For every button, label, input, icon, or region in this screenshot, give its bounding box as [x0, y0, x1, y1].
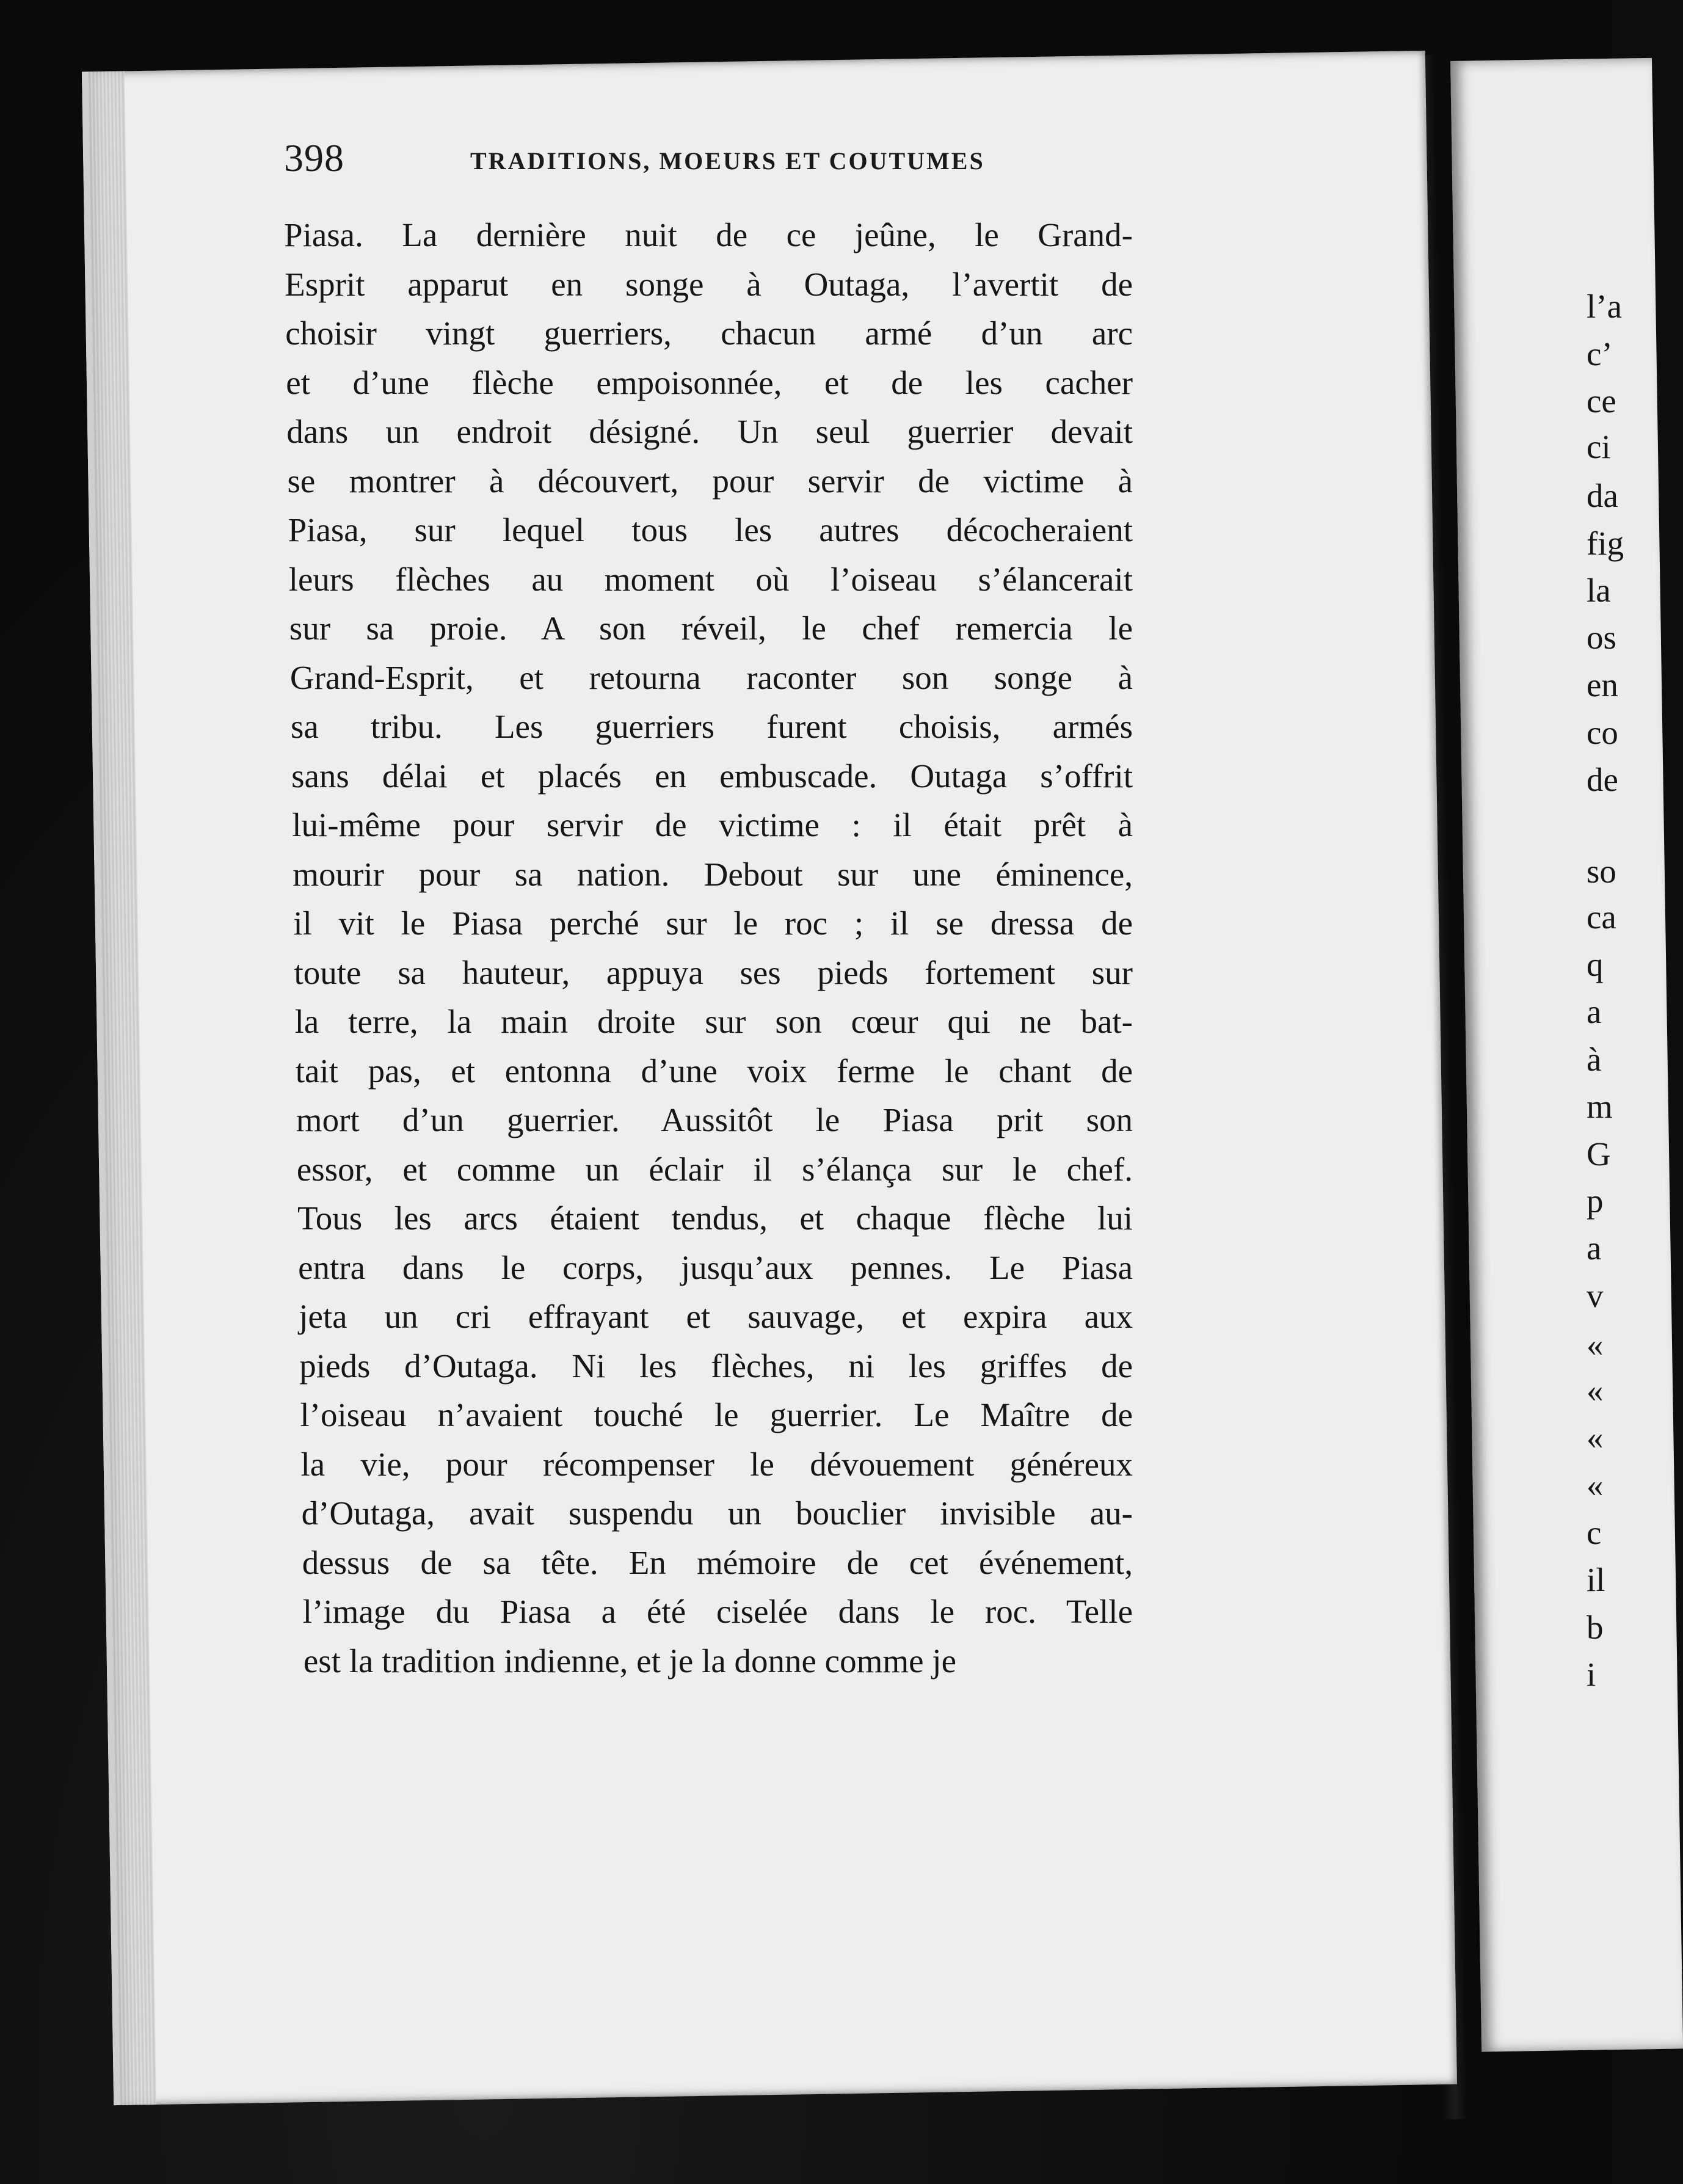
text-line: et d’une flèche empoisonnée, et de les cacher: [286, 363, 1133, 401]
text-line: l’image du Piasa a été ciselée dans le roc. Telle: [302, 1593, 1133, 1630]
text-line: leurs flèches au moment où l’oiseau s’élancerait: [288, 560, 1133, 598]
text-line: d’Outaga, avait suspendu un bouclier invisible au-: [301, 1494, 1133, 1532]
right-page-fragment: G: [1587, 1135, 1611, 1173]
right-page-fragment: co: [1587, 714, 1618, 751]
right-page-fragment: v: [1587, 1277, 1604, 1314]
text-line: choisir vingt guerriers, chacun armé d’un arc: [285, 315, 1133, 352]
right-page-fragment: i: [1587, 1656, 1596, 1693]
right-page-fragment: la: [1587, 572, 1611, 609]
text-line: mort d’un guerrier. Aussitôt le Piasa prit son: [296, 1101, 1133, 1138]
right-page-fragment: b: [1587, 1609, 1604, 1646]
text-line: Esprit apparut en songe à Outaga, l’avertit de: [285, 265, 1133, 303]
text-line: il vit le Piasa perché sur le roc ; il se dressa de: [293, 905, 1133, 942]
right-page-fragment: a: [1587, 993, 1602, 1030]
text-line: se montrer à découvert, pour servir de victime à: [287, 462, 1133, 500]
right-page-fragment: da: [1587, 477, 1618, 514]
text-line: tait pas, et entonna d’une voix ferme le chant de: [295, 1052, 1133, 1090]
text-line: l’oiseau n’avaient touché le guerrier. Le Maître de: [300, 1396, 1133, 1433]
right-page-fragment: ca: [1587, 898, 1616, 936]
right-page-fragment: so: [1587, 853, 1616, 890]
right-page-fragment: en: [1587, 666, 1618, 704]
text-line: Tous les arcs étaient tendus, et chaque flèche lui: [297, 1199, 1133, 1237]
text-line: la vie, pour récompenser le dévouement généreux: [300, 1445, 1133, 1483]
page-number: 398: [284, 136, 344, 180]
right-page-fragment: «: [1587, 1372, 1604, 1409]
right-page-fragment: «: [1587, 1466, 1604, 1504]
right-page-fragment: a: [1587, 1229, 1602, 1267]
right-page-fragment: c’: [1587, 335, 1613, 373]
text-line: entra dans le corps, jusqu’aux pennes. Le Piasa: [298, 1248, 1133, 1286]
right-page-fragment: ci: [1587, 428, 1611, 465]
text-line: la terre, la main droite sur son cœur qui ne bat-: [294, 1003, 1133, 1040]
right-page-fragment: ce: [1587, 382, 1616, 420]
text-line: dans un endroit désigné. Un seul guerrier devait: [286, 413, 1133, 450]
text-line: mourir pour sa nation. Debout sur une éminence,: [293, 855, 1133, 893]
running-head: TRADITIONS, MOEURS ET COUTUMES: [470, 147, 985, 175]
right-page-fragment: de: [1587, 761, 1618, 798]
text-line: Grand-Esprit, et retourna raconter son songe à: [289, 658, 1133, 696]
text-line: pieds d’Outaga. Ni les flèches, ni les griffes de: [299, 1347, 1133, 1385]
text-line: Piasa, sur lequel tous les autres décocheraient: [288, 511, 1133, 548]
text-line: lui-même pour servir de victime : il était prêt à: [292, 806, 1133, 843]
right-page-fragment: c: [1587, 1514, 1602, 1551]
text-line: dessus de sa tête. En mémoire de cet événement,: [302, 1543, 1133, 1581]
text-line: est la tradition indienne, et je la donne comme je: [303, 1642, 956, 1680]
text-line: sa tribu. Les guerriers furent choisis, armés: [291, 708, 1133, 745]
text-line: essor, et comme un éclair il s’élança sur le chef.: [296, 1150, 1133, 1188]
text-line: sur sa proie. A son réveil, le chef remercia le: [289, 610, 1133, 647]
right-page-fragment: il: [1587, 1561, 1605, 1598]
text-line: jeta un cri effrayant et sauvage, et expira aux: [299, 1298, 1133, 1335]
right-page-fragment: l’a: [1587, 288, 1623, 325]
right-page-fragment: «: [1587, 1326, 1604, 1363]
right-page-fragment: à: [1587, 1041, 1602, 1078]
right-page-fragment: os: [1587, 619, 1616, 656]
right-page-fragment: m: [1587, 1088, 1613, 1125]
right-page-fragment: «: [1587, 1419, 1604, 1456]
right-page-fragment: p: [1587, 1182, 1604, 1220]
text-line: Piasa. La dernière nuit de ce jeûne, le Grand-: [284, 216, 1133, 253]
text-line: toute sa hauteur, appuya ses pieds fortement sur: [294, 953, 1133, 991]
right-page-fragment: q: [1587, 946, 1604, 983]
text-line: sans délai et placés en embuscade. Outaga s’offrit: [291, 757, 1133, 795]
right-page-fragment: fig: [1587, 525, 1624, 562]
right-page: [1450, 58, 1683, 2052]
body-text: [284, 211, 1133, 1686]
